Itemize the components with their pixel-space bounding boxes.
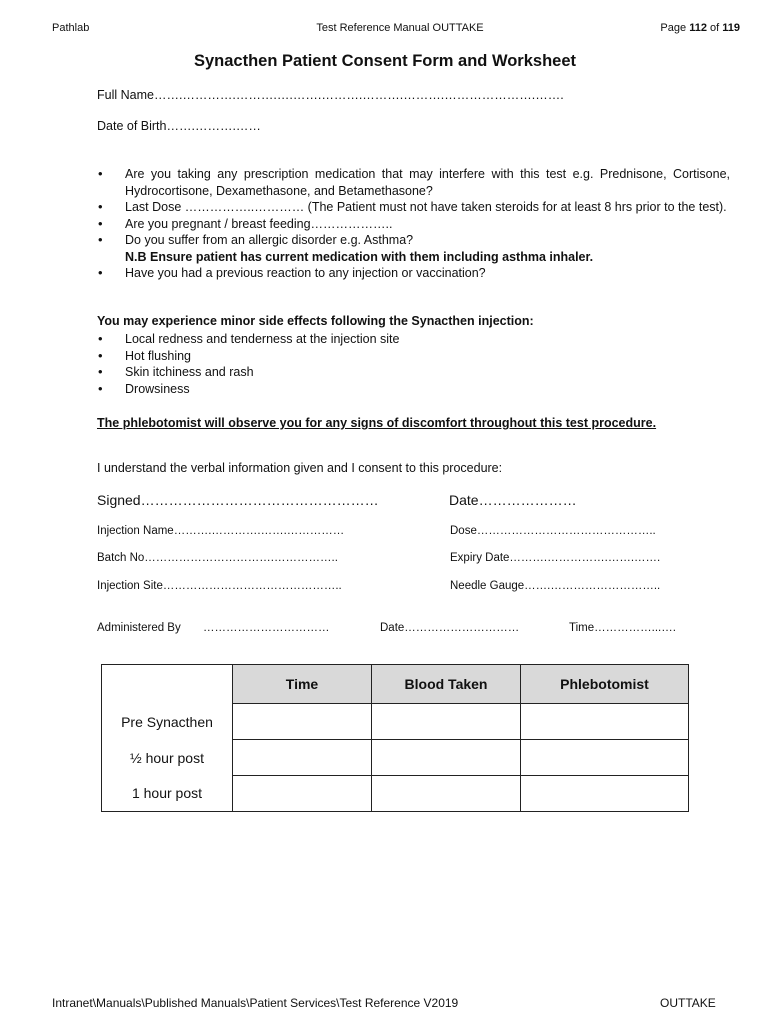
column-header-time: Time [233, 665, 372, 704]
page-total: 119 [722, 22, 740, 34]
side-effect-item: • Local redness and tenderness at the injection site [97, 331, 697, 348]
table-row [102, 740, 689, 776]
table-header-row [102, 665, 689, 704]
page-of: of [710, 22, 720, 34]
side-effect-item: • Hot flushing [97, 348, 697, 365]
table-cell[interactable] [521, 740, 689, 776]
question-medication: • Are you taking any prescription medication that may interfere with this test e.g. Prednisone, Cortisone, Hydrocortisone, Dexamethasone, and Betamethasone? [97, 166, 730, 199]
table-row [102, 704, 689, 740]
observe-notice: The phlebotomist will observe you for any signs of discomfort throughout this test procedure. [97, 416, 657, 430]
column-header-blood-taken: Blood Taken [372, 665, 521, 704]
asthma-note: N.B Ensure patient has current medication with them including asthma inhaler. [125, 249, 594, 264]
table-cell[interactable] [372, 776, 521, 812]
signature-date-field[interactable]: Date………………… [449, 492, 577, 508]
table-row [102, 776, 689, 812]
page-indicator [660, 22, 740, 34]
administered-by-label: Administered By [97, 622, 181, 634]
question-pregnant[interactable]: • Are you pregnant / breast feeding……………….. [97, 216, 730, 233]
injection-name-field[interactable]: Injection Name……….………….…….…………… [97, 525, 345, 537]
batch-number-field[interactable]: Batch No…………………………….…………….. [97, 552, 338, 564]
question-last-dose[interactable]: • Last Dose ……………..………… (The Patient must not have taken steroids for at least 8 hrs prior to the test). [97, 199, 730, 216]
page-number: 112 [689, 22, 707, 34]
question-reaction: • Have you had a previous reaction to any injection or vaccination? [97, 265, 730, 282]
table-corner-cell [102, 665, 233, 704]
expiry-date-field[interactable]: Expiry Date……….…………….…….……. [450, 552, 661, 564]
row-label: ½ hour post [102, 740, 233, 776]
table-cell[interactable] [233, 704, 372, 740]
table-cell[interactable] [233, 740, 372, 776]
side-effect-item: • Drowsiness [97, 381, 697, 398]
sample-table [101, 664, 689, 812]
needle-gauge-field[interactable]: Needle Gauge…….……………………….. [450, 580, 661, 592]
header-center: Test Reference Manual OUTTAKE [316, 22, 484, 34]
table-cell[interactable] [521, 704, 689, 740]
row-label: Pre Synacthen [102, 704, 233, 740]
administered-time-field[interactable]: Time……………...…. [569, 622, 676, 634]
administered-by-field[interactable]: …………………………… [203, 622, 330, 634]
dob-field[interactable]: Date of Birth…….……….…… [97, 119, 261, 133]
page-prefix: Page [660, 22, 687, 34]
side-effects-list [97, 331, 697, 397]
table-cell[interactable] [521, 776, 689, 812]
question-allergy [97, 232, 730, 265]
consent-statement: I understand the verbal information given and I consent to this procedure: [97, 461, 503, 475]
administered-date-field[interactable]: Date………………………… [380, 622, 520, 634]
signature-field[interactable]: Signed…………………………………………… [97, 492, 379, 508]
page-title: Synacthen Patient Consent Form and Worksheet [193, 52, 576, 70]
footer-tag: OUTTAKE [660, 996, 716, 1010]
side-effect-item: • Skin itchiness and rash [97, 364, 697, 381]
full-name-field[interactable]: Full Name…….………….……….….…….……….……….……….………………….……. [97, 88, 564, 102]
table-cell[interactable] [372, 740, 521, 776]
footer-path: Intranet\Manuals\Published Manuals\Patient Services\Test Reference V2019 [52, 996, 459, 1010]
row-label: 1 hour post [102, 776, 233, 812]
column-header-phlebotomist: Phlebotomist [521, 665, 689, 704]
table-cell[interactable] [372, 704, 521, 740]
dose-field[interactable]: Dose……………………………………….. [450, 525, 656, 537]
side-effects-heading: You may experience minor side effects following the Synacthen injection: [97, 314, 534, 328]
header-left: Pathlab [52, 22, 90, 34]
question-allergy-text: Do you suffer from an allergic disorder e.g. Asthma? [125, 233, 414, 247]
table-cell[interactable] [233, 776, 372, 812]
question-list [97, 166, 730, 282]
injection-site-field[interactable]: Injection Site……………………………………….. [97, 580, 342, 592]
